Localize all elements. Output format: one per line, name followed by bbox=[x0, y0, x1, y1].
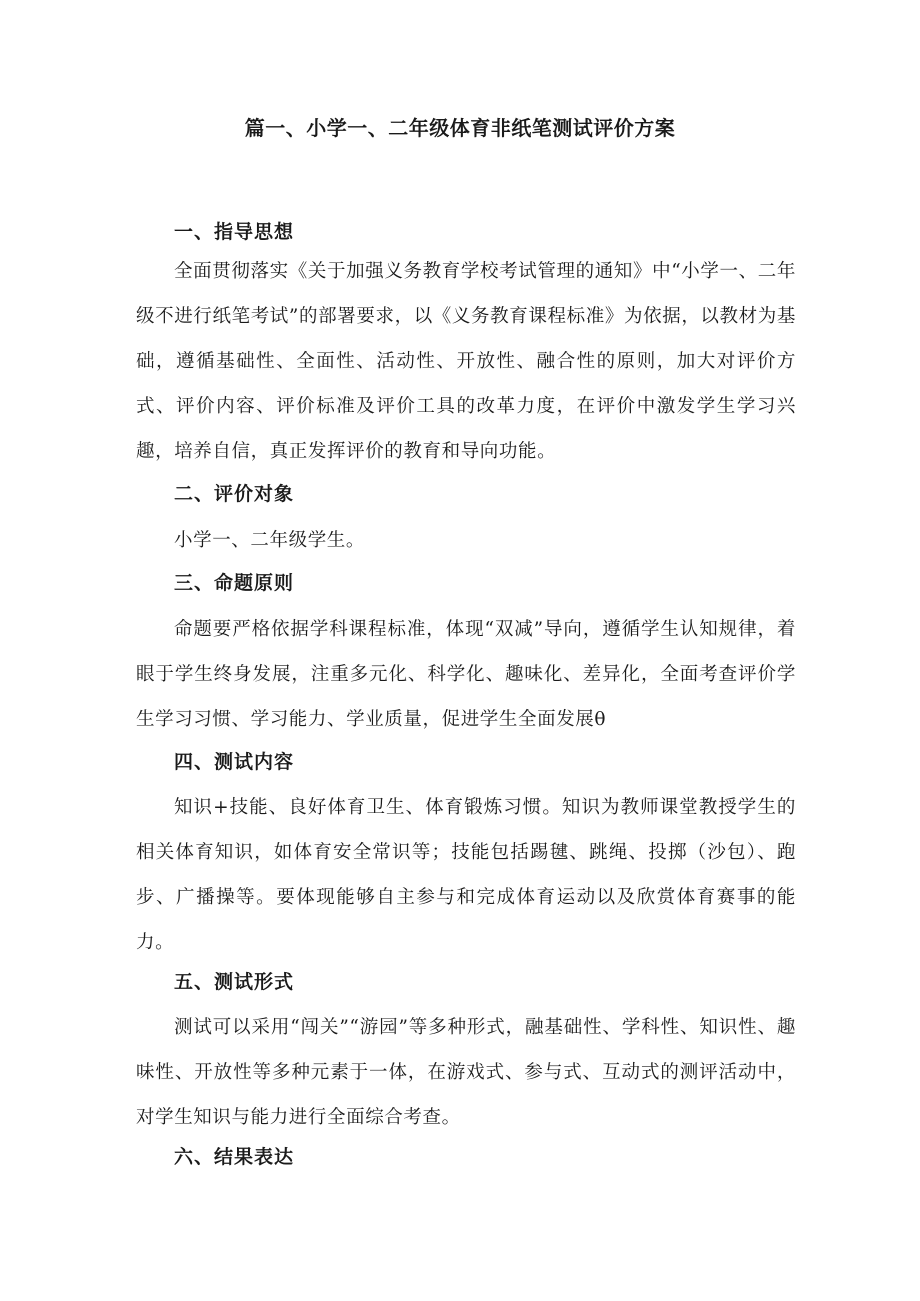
section-heading-evaluation-target: 二、评价对象 bbox=[174, 483, 295, 505]
section-heading-guiding-thought: 一、指导思想 bbox=[174, 221, 295, 243]
section-heading-test-format: 五、测试形式 bbox=[174, 971, 295, 993]
section-heading-test-content: 四、测试内容 bbox=[174, 751, 295, 773]
section-body-test-format: 测试可以采用“闯关”“游园”等多种形式，融基础性、学科性、知识性、趣味性、开放性等多种元素于一体，在游戏式、参与式、互动式的测评活动中，对学生知识与能力进行全面综合考查。 bbox=[136, 1017, 796, 1128]
section-body-test-content: 知识+技能、良好体育卫生、体育锻炼习惯。知识为教师课堂教授学生的相关体育知识，如体育安全常识等；技能包括踢毽、跳绳、投掷（沙包）、跑步、广播操等。要体现能够自主参与和完成体育运动以及欣赏体育赛事的能力。 bbox=[136, 797, 796, 953]
document-title: 篇一、小学一、二年级体育非纸笔测试评价方案 bbox=[244, 116, 676, 140]
section-heading-proposition-principles: 三、命题原则 bbox=[174, 572, 295, 594]
section-body-evaluation-target: 小学一、二年级学生。 bbox=[174, 530, 366, 551]
section-body-guiding-thought: 全面贯彻落实《关于加强义务教育学校考试管理的通知》中“小学一、二年级不进行纸笔考试”的部署要求，以《义务教育课程标准》为依据，以教材为基础，遵循基础性、全面性、活动性、开放性、融合性的原则，加大对评价方式、评价内容、评价标准及评价工具的改革力度，在评价中激发学生学习兴趣，培养自信，真正发挥评价的教育和导向功能。 bbox=[136, 261, 796, 462]
section-heading-result-expression: 六、结果表达 bbox=[174, 1146, 295, 1168]
section-body-proposition-principles: 命题要严格依据学科课程标准，体现“双减”导向，遵循学生认知规律，着眼于学生终身发展，注重多元化、科学化、趣味化、差异化，全面考查评价学生学习习惯、学习能力、学业质量，促进学生全面发展θ bbox=[136, 619, 796, 730]
